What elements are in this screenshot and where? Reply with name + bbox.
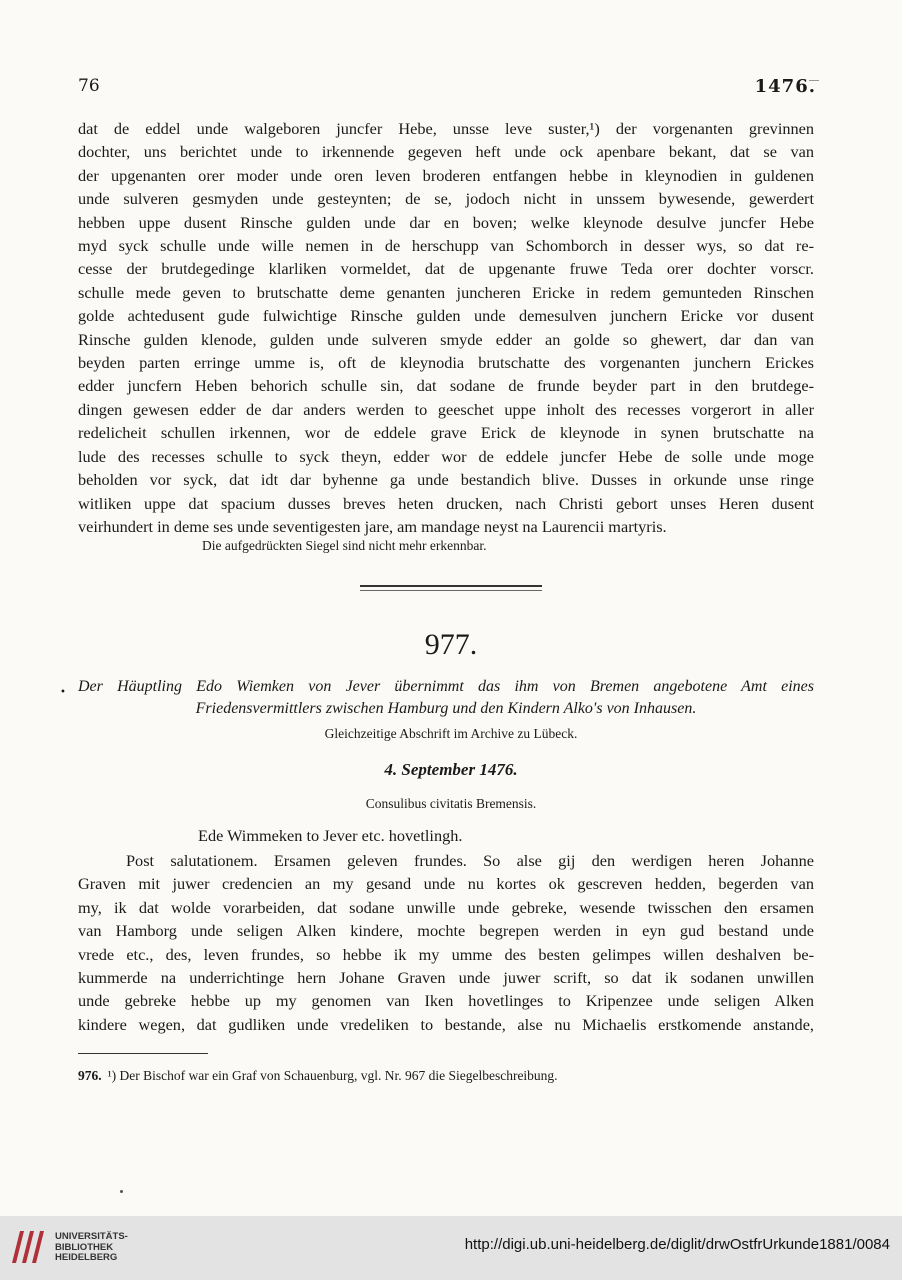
text-line: beyden parten erringe umme is, oft de kleynodia brutschatte des vorgenanten junchern Erickes — [78, 353, 814, 373]
text-line: veirhundert in deme ses unde seventigesten jare, am mandage neyst na Laurencii martyris. — [78, 516, 667, 536]
document-summary — [78, 676, 814, 720]
document-date: 4. September 1476. — [384, 760, 518, 779]
summary-line: Der Häuptling Edo Wiemken von Jever übernimmt das ihm von Bremen angebotene Amt eines — [78, 678, 814, 695]
text-line: golde achtedusent gude fulwichtige Rinsche gulden unde demesulven junchern Ericke vor dusent — [78, 306, 814, 326]
text-line: schulle mede geven to brutschatte deme genanten juncheren Ericke in redem gemunteden Rinschen — [78, 282, 814, 302]
viewer-footer-bar — [0, 1216, 902, 1280]
text-line: unde sulveren gesmyden unde gesteynten; de se, jodoch nicht in unssem bywesende, gewerdert — [78, 189, 814, 209]
permalink-url[interactable]: http://digi.ub.uni-heidelberg.de/diglit/drwOstfrUrkunde1881/0084 — [464, 1236, 890, 1253]
text-line: hebben uppe dusent Rinsche gulden unde dar en boven; welke kleynode desulve juncfer Hebe — [78, 212, 814, 232]
text-line: Rinsche gulden klenode, gulden unde sulveren smyde edder an golde so ghewert, dar dan van — [78, 329, 814, 349]
seal-note: Die aufgedrückten Siegel sind nicht mehr erkennbar. — [202, 538, 487, 553]
footnote-rule — [78, 1053, 208, 1054]
text-line: edder juncfern Heben behorich schulle sin, dat sodane de frunde beyder part in den brutdege- — [78, 376, 814, 396]
document-976-text — [78, 117, 814, 538]
section-divider — [360, 585, 542, 587]
margin-dot-icon: • — [60, 687, 66, 698]
document-977-text — [78, 849, 814, 1036]
text-line: myd syck schulle unde wille nemen in de herschupp van Schomborch in desser wys, so dat re- — [78, 236, 814, 256]
scan-speck — [120, 1190, 123, 1193]
text-line: witliken uppe dat spacium dusses breves heten drucken, nach Christi gebort unses Heren dusent — [78, 493, 814, 513]
footnote-text: ¹) Der Bischof war ein Graf von Schauenburg, vgl. Nr. 967 die Siegelbeschreibung. — [107, 1068, 558, 1083]
text-line: Post salutationem. Ersamen geleven frundes. So alse gij den werdigen heren Johanne — [126, 851, 814, 870]
text-line: unde gebreke hebbe up my genomen van Iken hovetlinges to Kripenzee unde seligen Alken — [78, 991, 814, 1011]
text-line: kummerde na underrichtinge hern Johane Graven unde juwer scrift, so dat ik sodanen unwillen — [78, 968, 814, 988]
text-line: cesse der brutdegedinge klarliken vormeldet, dat de upgenante fruwe Teda orer dochter vorscr. — [78, 259, 814, 279]
addressee: Consulibus civitatis Bremensis. — [365, 796, 537, 811]
text-line: dat de eddel unde walgeboren juncfer Hebe, unsse leve suster,¹) der vorgenanten grevinnen — [78, 119, 814, 138]
text-line: dochter, uns berichtet unde to irkennende gegeven heft unde ock apenbare bekant, dat se van — [78, 142, 814, 162]
page-number: 76 — [78, 76, 100, 96]
text-line: van Hamborg unde seligen Alken kindere, mochte begrepen werden in eyn gud bestand unde — [78, 921, 814, 941]
library-name-line: UNIVERSITÄTS- — [55, 1231, 128, 1242]
library-name-line: BIBLIOTHEK — [55, 1241, 114, 1253]
text-line: my, ik dat wolde vorarbeiden, dat sodane unwille unde gebreke, wesende twisschen den ersamen — [78, 897, 814, 917]
text-line: redelicheit schullen irkennen, wor de eddele grave Erick de kleynode in synen brutschatte na — [78, 423, 814, 443]
summary-line: Friedensvermittlers zwischen Hamburg und den Kindern Alko's von Inhausen. — [195, 700, 697, 717]
document-number: 977. — [424, 628, 478, 661]
footnote-number: 976. — [78, 1068, 102, 1083]
footnote — [78, 1068, 558, 1084]
text-line: beholden vor syck, dat idt dar byhenne ga unde bestandich blive. Dusses in orkunde unse ringe — [78, 470, 814, 490]
source-note: Gleichzeitige Abschrift im Archive zu Lübeck. — [324, 726, 578, 741]
sender-line: Ede Wimmeken to Jever etc. hovetlingh. — [198, 826, 463, 845]
library-name-line: HEIDELBERG — [55, 1252, 118, 1263]
text-line: lude des recesses schulle to syck theyn, edder wor de eddele juncfer Hebe de solle unde moge — [78, 446, 814, 466]
text-line: dingen gewesen edder de dar anders werden to geeschet uppe inholt des recesses vorgerort in aller — [78, 399, 814, 419]
library-name — [55, 1232, 128, 1264]
section-divider-thin — [360, 590, 542, 591]
running-head-year: 1476. — [754, 76, 816, 97]
text-line: Graven mit juwer credencien an my gesand unde nu kortes ok gescreven hedden, begerden van — [78, 874, 814, 894]
text-line: der upgenanten orer moder unde oren leven broderen entfangen hebbe in kleynodien in guldenen — [78, 165, 814, 185]
text-line: vrede etc., des, leven frundes, so hebbe ik my umme des besten gelimpes willen deshalven be- — [78, 944, 814, 964]
university-library-logo-icon[interactable] — [8, 1227, 48, 1267]
text-line: kindere wegen, dat gudliken unde vredeliken to bestande, alse nu Michaelis erstkomende anstande, — [78, 1014, 814, 1034]
